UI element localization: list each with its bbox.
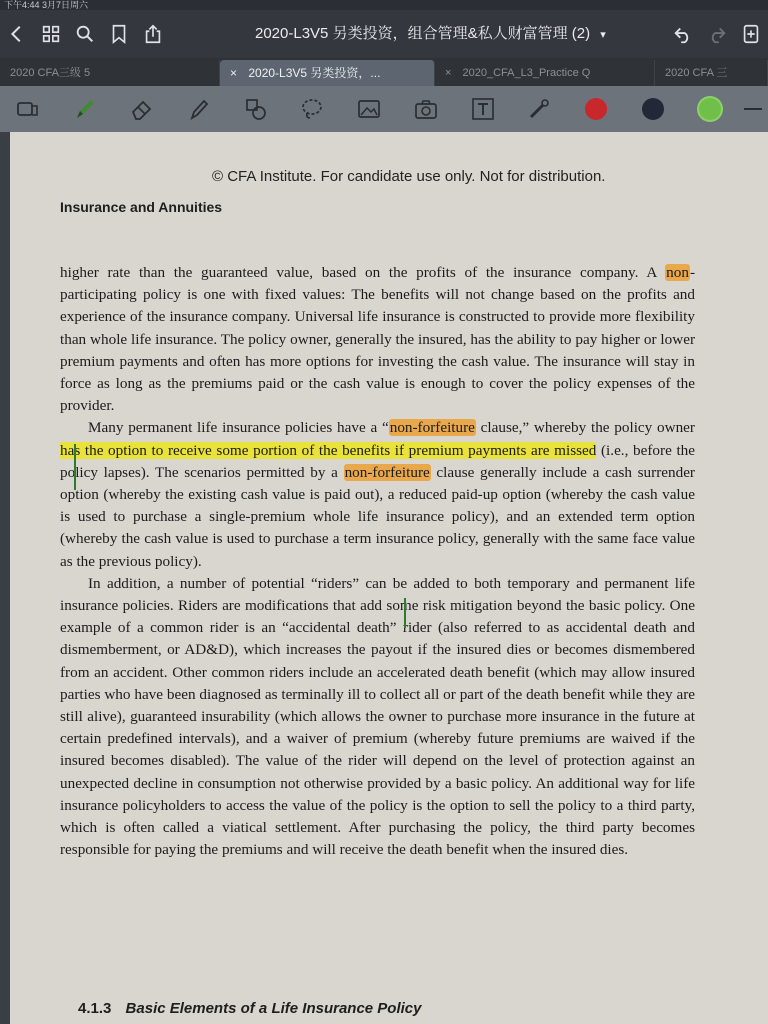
back-icon[interactable] — [0, 10, 34, 58]
eraser-icon[interactable] — [114, 86, 171, 132]
search-icon[interactable] — [68, 10, 102, 58]
highlight-non-forfeiture-2[interactable]: non-forfeiture — [344, 463, 430, 481]
tab-document-3[interactable] — [435, 60, 655, 86]
pdf-page[interactable] — [10, 132, 768, 1024]
app-bar — [0, 10, 768, 58]
tab-document-2[interactable] — [220, 60, 435, 86]
image-icon[interactable] — [341, 86, 398, 132]
text-box-icon[interactable] — [454, 86, 511, 132]
paragraph-1: higher rate than the guaranteed value, based on the profits of the insurance company. A non-participating policy is one with fixed values: The benefits will not change based on the profits and experience of the insurance company. Universal life insurance is constructed to provide more flexibility than whole life insurance. The policy owner, generally the insured, has the ability to pay higher or lower premium payments and often has more options for investing the cash value. The insurance will stay in force as long as the premiums paid or the cash value is enough to cover the policy expenses of the provider. — [60, 264, 695, 415]
laser-pointer-icon[interactable] — [511, 86, 568, 132]
section-heading — [78, 1000, 422, 1017]
shapes-icon[interactable] — [227, 86, 284, 132]
highlight-option-to-receive[interactable]: has the option to receive some portion of the benefits if premium payments are missed — [60, 441, 597, 459]
close-icon[interactable]: × — [445, 67, 452, 79]
close-icon[interactable]: × — [230, 66, 238, 80]
tab-document-1[interactable] — [0, 60, 220, 86]
annotation-toolbar — [0, 86, 768, 132]
color-navy-button[interactable] — [625, 86, 682, 132]
lasso-select-icon[interactable] — [0, 86, 57, 132]
color-green-button[interactable] — [681, 86, 738, 132]
redo-icon[interactable] — [700, 10, 734, 58]
ink-bracket-open[interactable] — [74, 444, 84, 490]
tab-document-4[interactable] — [655, 60, 768, 86]
share-icon[interactable] — [136, 10, 170, 58]
bookmark-icon[interactable] — [102, 10, 136, 58]
highlight-non-forfeiture[interactable]: non-forfeiture — [389, 419, 475, 437]
toolbar-more-icon[interactable] — [738, 86, 768, 132]
tab-label: 2020_CFA_L3_Practice Q — [462, 67, 591, 79]
document-title: 2020-L3V5 另类投资，组合管理&私人财富管理 (2) — [255, 25, 591, 42]
chevron-down-icon: ▾ — [600, 29, 606, 41]
status-time: 下午4:44 3月7日周六 — [4, 0, 89, 10]
section-number: 4.1.3 — [78, 1000, 112, 1017]
tab-label: 2020 CFA三级 5 — [10, 67, 91, 79]
document-title-dropdown[interactable] — [255, 10, 606, 58]
pen-icon[interactable] — [57, 86, 114, 132]
color-red-button[interactable] — [568, 86, 625, 132]
camera-icon[interactable] — [397, 86, 454, 132]
paragraph-3: In addition, a number of potential “riders” can be added to both temporary and permanent life insurance policies. Riders are modifications that add some risk mitigation beyond the basic policy. One example of a common rider is an “accidental death” rider (also referred to as accidental death and dismemberment, or AD&D), which increases the payout if the insured dies or becomes dismembered from an accident. Other common riders include an accelerated death benefit (which may allow insured parties who have been diagnosed as terminally ill to collect all or part of the death benefit while they are still alive), guaranteed insurability (which allows the owner to purchase more insurance in the future at certain predefined intervals), and a waiver of premium (whereby future premiums are waived if the insured becomes disabled). The value of the rider will depend on the level of protection against an unexpected decline in consumption not otherwise provided by a basic policy. An additional way for life insurance policyholders to access the value of the policy is the option to sell the policy to a third party, which is often called a viatical settlement. After purchasing the policy, the third party becomes responsible for paying the premiums and will receive the death benefit when the insured dies. — [60, 574, 695, 859]
grid-icon[interactable] — [34, 10, 68, 58]
tab-label: 2020-L3V5 另类投资，... — [248, 66, 381, 80]
page-body — [60, 262, 695, 861]
tab-bar — [0, 58, 768, 86]
lasso-icon[interactable] — [284, 86, 341, 132]
undo-icon[interactable] — [666, 10, 700, 58]
highlight-non[interactable]: non — [666, 264, 689, 281]
paragraph-2: Many permanent life insurance policies have a “non-forfeiture clause,” whereby the policy owner has the option to receive some portion of the benefits if premium payments are missed (i.e., before the policy lapses). The scenarios permitted by a non-forfeiture clause generally include a cash surrender option (whereby the existing cash value is paid out), a reduced paid-up option (whereby the cash value is used to purchase a single-premium whole life insurance policy), and an extended term option (whereby the cash value is used to purchase a term insurance policy, generally with the same face value as the previous policy). — [60, 419, 695, 570]
status-bar — [0, 0, 768, 10]
copyright-notice: © CFA Institute. For candidate use only. Not for distribution. — [212, 168, 606, 185]
section-title: Basic Elements of a Life Insurance Policy — [125, 1000, 422, 1017]
running-head: Insurance and Annuities — [60, 199, 223, 215]
tab-label: 2020 CFA 三 — [665, 67, 728, 79]
add-page-icon[interactable] — [734, 10, 768, 58]
ink-bracket-close[interactable] — [396, 598, 406, 628]
highlighter-icon[interactable] — [170, 86, 227, 132]
